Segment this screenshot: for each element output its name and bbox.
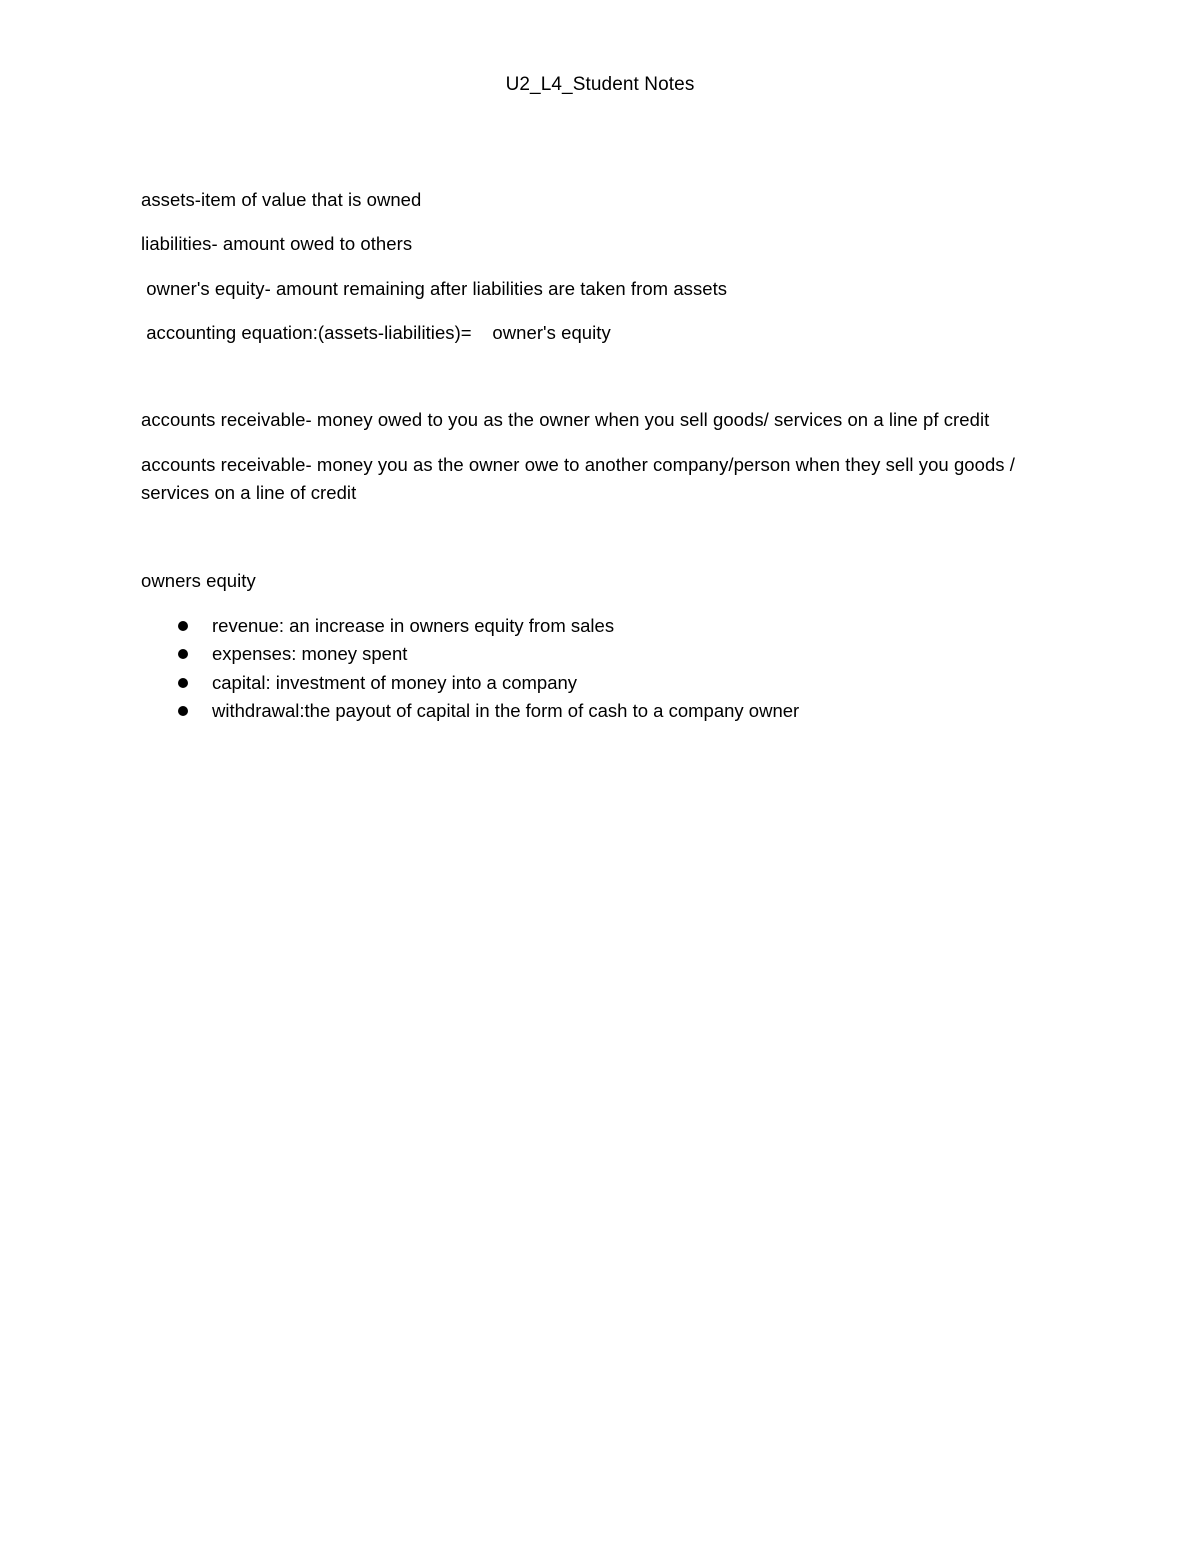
- bullet-text: revenue: an increase in owners equity from sales: [212, 615, 615, 636]
- note-owners-equity: owner's equity- amount remaining after liabilities are taken from assets: [141, 278, 728, 299]
- note-accounting-equation: accounting equation:(assets-liabilities)= owner's equity: [141, 322, 611, 343]
- bullet-dot-icon: [178, 678, 188, 688]
- note-assets: assets-item of value that is owned: [141, 189, 422, 210]
- bullet-text: expenses: money spent: [212, 643, 408, 665]
- section-owners-equity: owners equity: [141, 570, 256, 591]
- note-accounts-receivable: accounts receivable- money owed to you as the owner when you sell goods/ services on a line pf credit: [141, 409, 990, 430]
- bullet-text: capital: investment of money into a company: [212, 671, 578, 693]
- bullet-dot-icon: [178, 706, 188, 716]
- note-accounts-receivable-second: accounts receivable- money you as the owner owe to another company/person when they sell you goods / services on a line of credit: [141, 454, 1015, 503]
- document-title: U2_L4_Student Notes: [505, 74, 695, 95]
- bullet-dot-icon: [178, 649, 188, 659]
- note-liabilities: liabilities- amount owed to others: [141, 233, 413, 254]
- bullet-text: withdrawal:the payout of capital in the form of cash to a company owner: [212, 699, 800, 721]
- bullet-dot-icon: [178, 621, 188, 631]
